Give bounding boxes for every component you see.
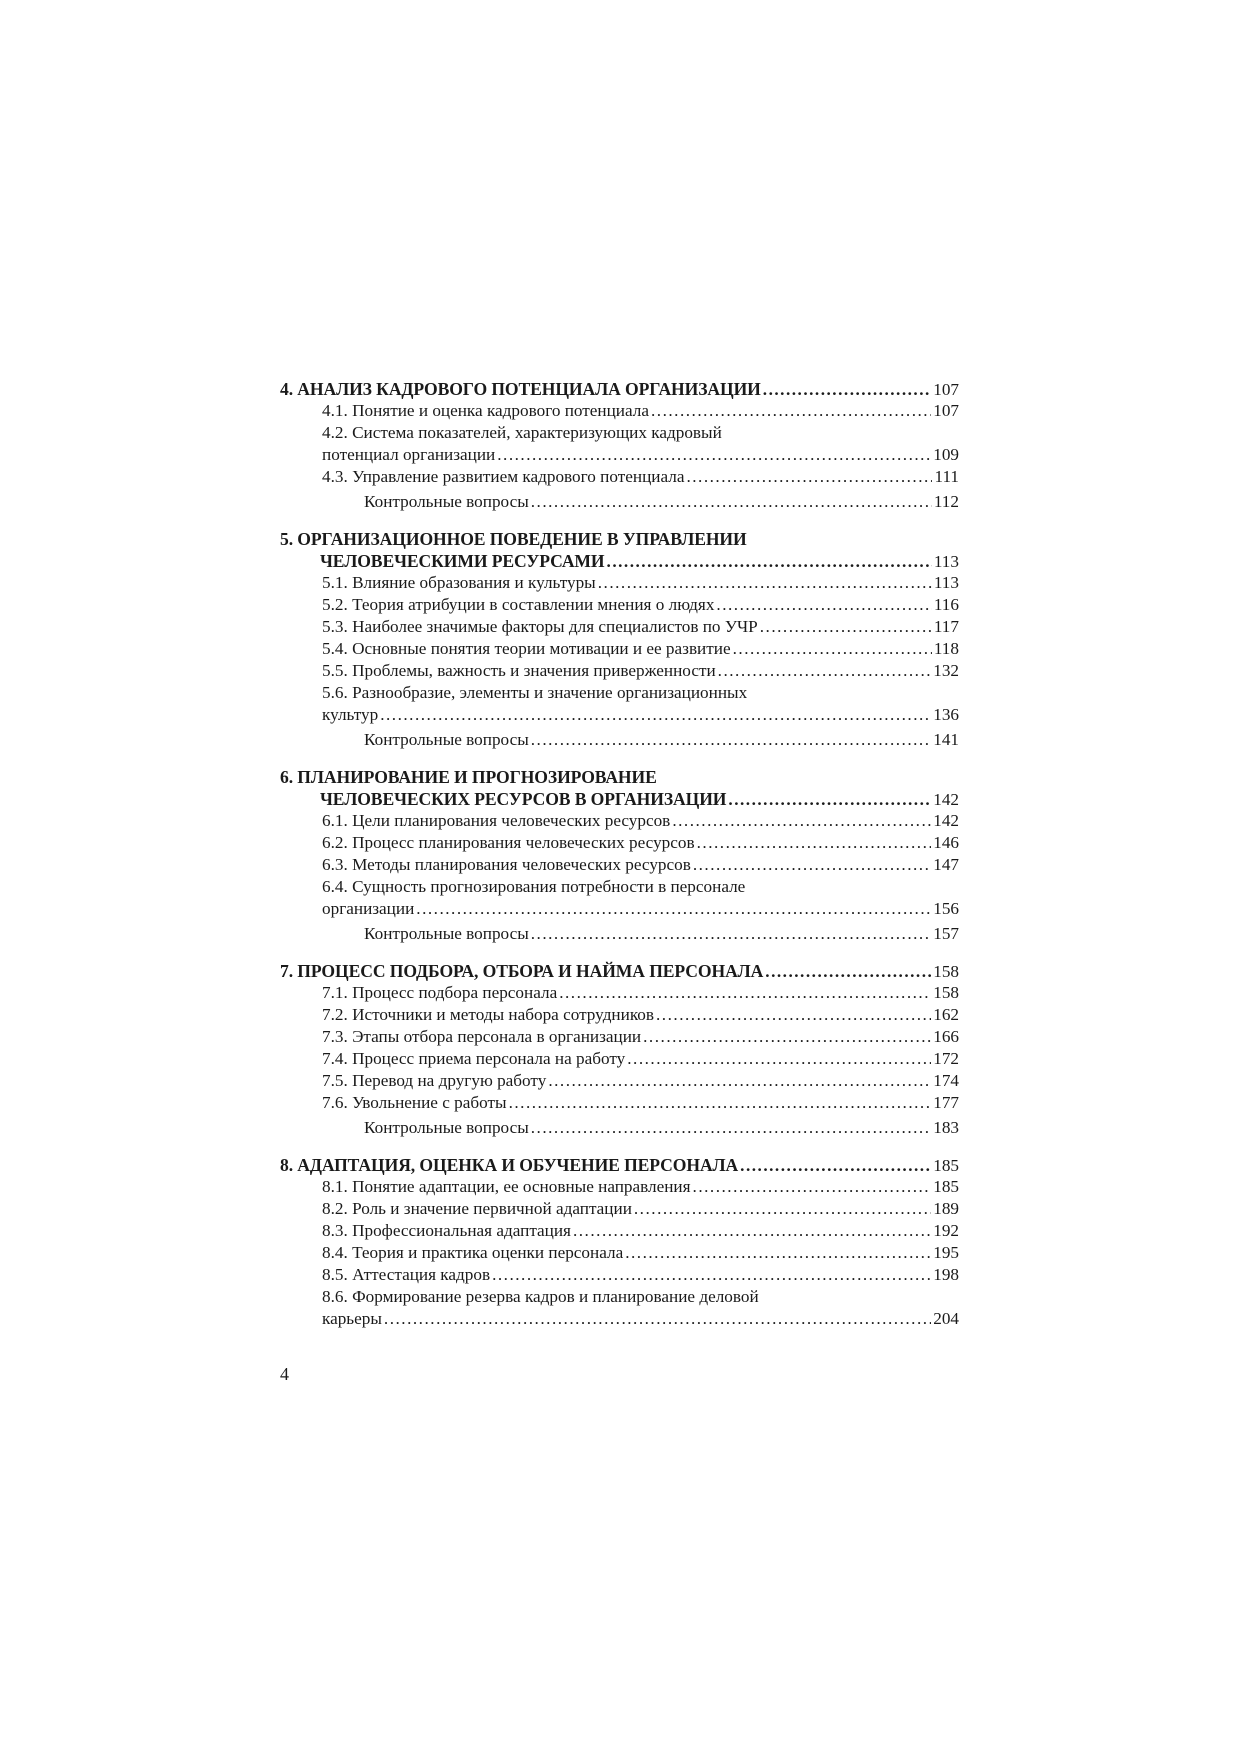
toc-section-row[interactable] bbox=[280, 638, 959, 660]
chapter-heading-row[interactable] bbox=[280, 378, 959, 400]
toc-section-label: 7.6. Увольнение с работы bbox=[322, 1093, 507, 1112]
control-questions-row[interactable] bbox=[280, 920, 959, 945]
toc-section-label: 8.6. Формирование резерва кадров и планирование деловой bbox=[322, 1287, 759, 1306]
chapter-heading-row-wrapped[interactable] bbox=[280, 766, 959, 788]
table-of-contents bbox=[280, 378, 959, 1345]
toc-section-row[interactable] bbox=[280, 444, 959, 466]
leader-dots bbox=[718, 660, 932, 682]
toc-section-page-number: 204 bbox=[933, 1309, 959, 1328]
leader-dots bbox=[559, 982, 931, 1004]
toc-section-row[interactable] bbox=[280, 1198, 959, 1220]
chapter-heading-row-wrapped[interactable] bbox=[280, 528, 959, 550]
control-questions-row[interactable] bbox=[280, 1114, 959, 1139]
toc-section-label: потенциал организации bbox=[322, 445, 496, 464]
toc-section-page-number: 162 bbox=[933, 1005, 959, 1024]
leader-dots bbox=[627, 1048, 931, 1070]
chapter-heading-page-number: 107 bbox=[933, 380, 959, 399]
leader-dots bbox=[763, 379, 931, 401]
toc-section-row[interactable] bbox=[280, 810, 959, 832]
toc-section-label: 5.5. Проблемы, важность и значения приверженности bbox=[322, 661, 716, 680]
toc-section-page-number: 113 bbox=[933, 573, 959, 592]
toc-section-label: 5.3. Наиболее значимые факторы для специалистов по УЧР bbox=[322, 617, 758, 636]
toc-chapter bbox=[280, 528, 959, 751]
leader-dots bbox=[531, 1114, 931, 1141]
leader-dots bbox=[531, 488, 932, 515]
toc-section-label: 6.4. Сущность прогнозирования потребности в персонале bbox=[322, 877, 746, 896]
chapter-heading-row[interactable] bbox=[280, 1154, 959, 1176]
toc-section-page-number: 156 bbox=[933, 899, 959, 918]
toc-section-row[interactable] bbox=[280, 616, 959, 638]
leader-dots bbox=[607, 551, 932, 573]
leader-dots bbox=[656, 1004, 931, 1026]
leader-dots bbox=[693, 854, 931, 876]
toc-section-label: 8.3. Профессиональная адаптация bbox=[322, 1221, 571, 1240]
toc-section-label: 8.2. Роль и значение первичной адаптации bbox=[322, 1199, 632, 1218]
toc-section-row[interactable] bbox=[280, 898, 959, 920]
control-questions-row[interactable] bbox=[280, 726, 959, 751]
leader-dots bbox=[492, 1264, 931, 1286]
chapter-heading-label: 7. ПРОЦЕСС ПОДБОРА, ОТБОРА И НАЙМА ПЕРСОНАЛА bbox=[280, 961, 764, 981]
leader-dots bbox=[693, 1176, 932, 1198]
leader-dots bbox=[598, 572, 932, 594]
toc-section-page-number: 146 bbox=[933, 833, 959, 852]
toc-section-label: карьеры bbox=[322, 1309, 382, 1328]
control-questions-label: Контрольные вопросы bbox=[364, 924, 529, 943]
toc-section-row[interactable] bbox=[280, 1092, 959, 1114]
leader-dots bbox=[548, 1070, 931, 1092]
toc-section-page-number: 166 bbox=[933, 1027, 959, 1046]
toc-section-row[interactable] bbox=[280, 854, 959, 876]
toc-section-label: 5.4. Основные понятия теории мотивации и ее развитие bbox=[322, 639, 731, 658]
toc-section-page-number: 195 bbox=[933, 1243, 959, 1262]
leader-dots bbox=[765, 961, 931, 983]
toc-section-row[interactable] bbox=[280, 1176, 959, 1198]
toc-section-row[interactable] bbox=[280, 1026, 959, 1048]
control-questions-page-number: 183 bbox=[933, 1118, 959, 1137]
leader-dots bbox=[643, 1026, 931, 1048]
toc-section-page-number: 142 bbox=[933, 811, 959, 830]
toc-section-page-number: 107 bbox=[933, 401, 959, 420]
toc-section-page-number: 189 bbox=[933, 1199, 959, 1218]
control-questions-label: Контрольные вопросы bbox=[364, 492, 529, 511]
toc-section-row[interactable] bbox=[280, 982, 959, 1004]
leader-dots bbox=[384, 1308, 931, 1330]
toc-section-row[interactable] bbox=[280, 572, 959, 594]
toc-section-row-wrapped[interactable] bbox=[280, 876, 959, 898]
toc-section-label: организации bbox=[322, 899, 415, 918]
toc-section-row[interactable] bbox=[280, 1048, 959, 1070]
leader-dots bbox=[733, 638, 932, 660]
toc-chapter bbox=[280, 1154, 959, 1330]
toc-section-row-wrapped[interactable] bbox=[280, 682, 959, 704]
toc-section-row[interactable] bbox=[280, 1220, 959, 1242]
toc-section-label: 4.3. Управление развитием кадрового потенциала bbox=[322, 467, 685, 486]
toc-section-page-number: 177 bbox=[933, 1093, 959, 1112]
toc-section-page-number: 198 bbox=[933, 1265, 959, 1284]
toc-section-label: 4.2. Система показателей, характеризующих кадровый bbox=[322, 423, 722, 442]
chapter-heading-page-number: 113 bbox=[933, 552, 959, 571]
page-number: 4 bbox=[280, 1364, 289, 1384]
toc-section-label: 8.4. Теория и практика оценки персонала bbox=[322, 1243, 624, 1262]
toc-section-page-number: 174 bbox=[933, 1071, 959, 1090]
leader-dots bbox=[497, 444, 931, 466]
control-questions-row[interactable] bbox=[280, 488, 959, 513]
toc-section-row[interactable] bbox=[280, 704, 959, 726]
control-questions-label: Контрольные вопросы bbox=[364, 1118, 529, 1137]
toc-chapter bbox=[280, 960, 959, 1139]
toc-section-row[interactable] bbox=[280, 832, 959, 854]
leader-dots bbox=[531, 920, 931, 947]
toc-chapter bbox=[280, 378, 959, 513]
toc-section-row[interactable] bbox=[280, 466, 959, 488]
control-questions-page-number: 157 bbox=[933, 924, 959, 943]
toc-section-row-wrapped[interactable] bbox=[280, 422, 959, 444]
toc-section-row[interactable] bbox=[280, 1242, 959, 1264]
leader-dots bbox=[716, 594, 931, 616]
toc-section-label: 7.1. Процесс подбора персонала bbox=[322, 983, 558, 1002]
toc-section-page-number: 158 bbox=[933, 983, 959, 1002]
toc-section-row[interactable] bbox=[280, 594, 959, 616]
chapter-heading-row[interactable] bbox=[280, 788, 959, 810]
toc-section-page-number: 117 bbox=[933, 617, 959, 636]
chapter-heading-label: ЧЕЛОВЕЧЕСКИХ РЕСУРСОВ В ОРГАНИЗАЦИИ bbox=[320, 789, 727, 809]
control-questions-page-number: 141 bbox=[933, 730, 959, 749]
toc-section-page-number: 185 bbox=[933, 1177, 959, 1196]
toc-section-label: 7.2. Источники и методы набора сотрудников bbox=[322, 1005, 655, 1024]
leader-dots bbox=[625, 1242, 931, 1264]
chapter-heading-label: 8. АДАПТАЦИЯ, ОЦЕНКА И ОБУЧЕНИЕ ПЕРСОНАЛА bbox=[280, 1155, 739, 1175]
toc-section-label: 5.2. Теория атрибуции в составлении мнения о людях bbox=[322, 595, 715, 614]
chapter-heading-label: 5. ОРГАНИЗАЦИОННОЕ ПОВЕДЕНИЕ В УПРАВЛЕНИИ bbox=[280, 529, 747, 549]
chapter-heading-label: 6. ПЛАНИРОВАНИЕ И ПРОГНОЗИРОВАНИЕ bbox=[280, 767, 657, 787]
toc-section-row-wrapped[interactable] bbox=[280, 1286, 959, 1308]
leader-dots bbox=[573, 1220, 931, 1242]
leader-dots bbox=[740, 1155, 931, 1177]
leader-dots bbox=[760, 616, 932, 638]
toc-section-page-number: 132 bbox=[933, 661, 959, 680]
control-questions-page-number: 112 bbox=[933, 492, 959, 511]
leader-dots bbox=[728, 789, 931, 811]
chapter-heading-label: 4. АНАЛИЗ КАДРОВОГО ПОТЕНЦИАЛА ОРГАНИЗАЦИИ bbox=[280, 379, 761, 399]
leader-dots bbox=[651, 400, 931, 422]
toc-section-row[interactable] bbox=[280, 1004, 959, 1026]
toc-section-page-number: 192 bbox=[933, 1221, 959, 1240]
toc-section-page-number: 118 bbox=[933, 639, 959, 658]
toc-section-label: 6.2. Процесс планирования человеческих ресурсов bbox=[322, 833, 695, 852]
leader-dots bbox=[697, 832, 932, 854]
toc-section-label: 4.1. Понятие и оценка кадрового потенциала bbox=[322, 401, 649, 420]
toc-section-page-number: 116 bbox=[933, 595, 959, 614]
toc-section-page-number: 111 bbox=[934, 467, 959, 486]
toc-section-page-number: 136 bbox=[933, 705, 959, 724]
leader-dots bbox=[416, 898, 931, 920]
toc-section-label: 7.4. Процесс приема персонала на работу bbox=[322, 1049, 626, 1068]
chapter-heading-row[interactable] bbox=[280, 960, 959, 982]
toc-chapter bbox=[280, 766, 959, 945]
toc-section-label: 5.6. Разнообразие, элементы и значение организационных bbox=[322, 683, 748, 702]
chapter-heading-page-number: 142 bbox=[933, 790, 959, 809]
toc-section-label: 5.1. Влияние образования и культуры bbox=[322, 573, 596, 592]
chapter-heading-page-number: 185 bbox=[933, 1156, 959, 1175]
leader-dots bbox=[672, 810, 931, 832]
toc-section-label: культур bbox=[322, 705, 379, 724]
toc-section-row[interactable] bbox=[280, 660, 959, 682]
control-questions-label: Контрольные вопросы bbox=[364, 730, 529, 749]
leader-dots bbox=[531, 726, 931, 753]
toc-section-page-number: 147 bbox=[933, 855, 959, 874]
leader-dots bbox=[509, 1092, 932, 1114]
toc-section-page-number: 109 bbox=[933, 445, 959, 464]
toc-section-row[interactable] bbox=[280, 400, 959, 422]
chapter-heading-page-number: 158 bbox=[933, 962, 959, 981]
leader-dots bbox=[686, 466, 932, 488]
toc-section-label: 7.3. Этапы отбора персонала в организации bbox=[322, 1027, 642, 1046]
toc-section-label: 8.1. Понятие адаптации, ее основные направления bbox=[322, 1177, 691, 1196]
toc-section-row[interactable] bbox=[280, 1308, 959, 1330]
toc-section-label: 6.1. Цели планирования человеческих ресурсов bbox=[322, 811, 671, 830]
toc-section-row[interactable] bbox=[280, 1264, 959, 1286]
toc-section-label: 8.5. Аттестация кадров bbox=[322, 1265, 491, 1284]
leader-dots bbox=[380, 704, 931, 726]
chapter-heading-label: ЧЕЛОВЕЧЕСКИМИ РЕСУРСАМИ bbox=[320, 551, 605, 571]
chapter-heading-row[interactable] bbox=[280, 550, 959, 572]
leader-dots bbox=[634, 1198, 931, 1220]
toc-section-label: 6.3. Методы планирования человеческих ресурсов bbox=[322, 855, 691, 874]
toc-section-label: 7.5. Перевод на другую работу bbox=[322, 1071, 547, 1090]
toc-section-row[interactable] bbox=[280, 1070, 959, 1092]
toc-section-page-number: 172 bbox=[933, 1049, 959, 1068]
